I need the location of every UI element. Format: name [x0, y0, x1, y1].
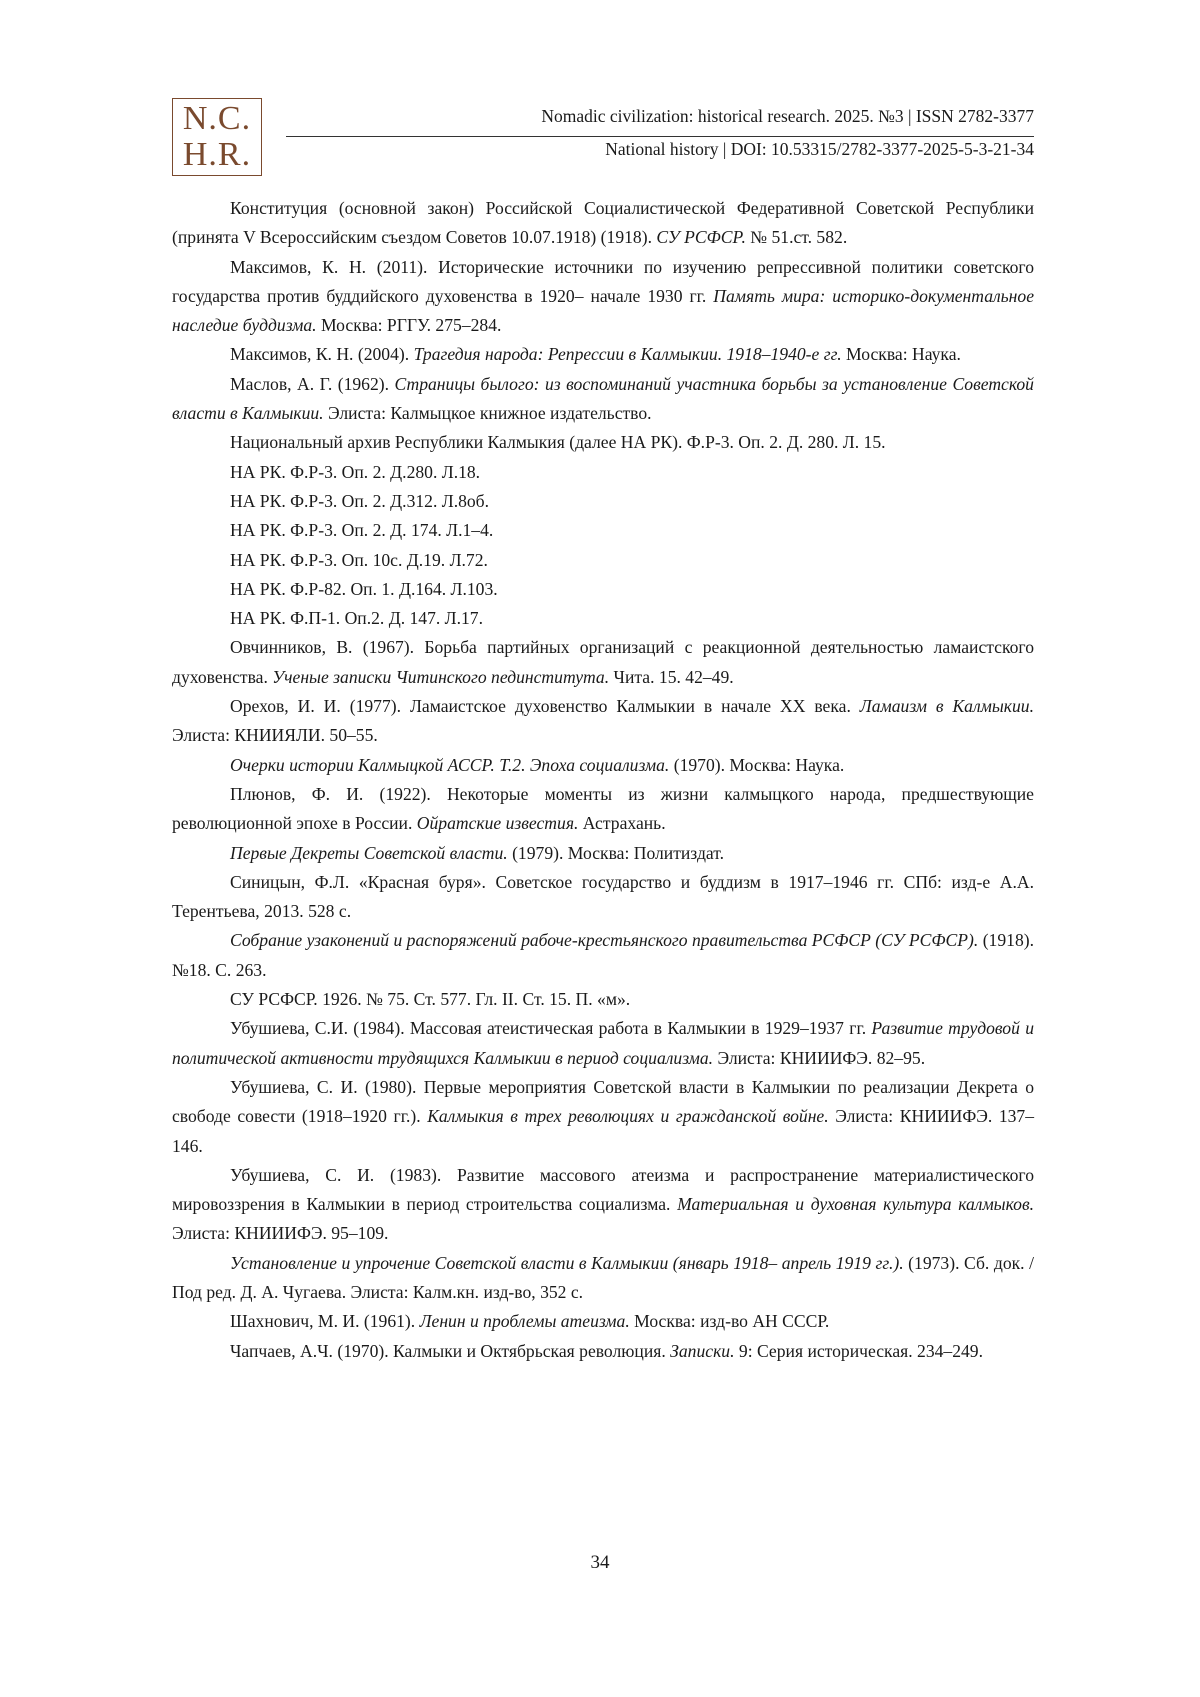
journal-logo	[172, 98, 262, 176]
reference-entry	[172, 1307, 1034, 1336]
reference-title: Собрание узаконений и распоряжений рабоче-крестьянского правительства РСФСР (СУ РСФСР).	[230, 930, 979, 951]
reference-entry	[172, 575, 1034, 604]
reference-entry	[172, 692, 1034, 751]
reference-text: Элиста: КНИИИФЭ. 95–109.	[172, 1223, 389, 1244]
reference-text: Астрахань.	[578, 813, 666, 834]
reference-text: Маслов, А. Г. (1962).	[230, 373, 395, 394]
reference-entry	[172, 546, 1034, 575]
reference-title: Трагедия народа: Репрессии в Калмыкии. 1918–1940-е гг.	[413, 344, 842, 365]
reference-text: Элиста: Калмыцкое книжное издательство.	[323, 403, 652, 424]
reference-title: СУ РСФСР.	[656, 227, 746, 248]
reference-entry	[172, 516, 1034, 545]
reference-entry	[172, 1014, 1034, 1073]
reference-title: Память мира: историко-документальное наследие буддизма.	[172, 285, 1034, 336]
reference-text: СУ РСФСР. 1926. № 75. Ст. 577. Гл. II. Ст. 15. П. «м».	[230, 989, 631, 1010]
reference-text: Элиста: КНИИЯЛИ. 50–55.	[172, 725, 378, 746]
reference-text: Москва: РГГУ. 275–284.	[316, 315, 502, 336]
reference-text: Шахнович, М. И. (1961).	[230, 1311, 420, 1332]
reference-text: НА РК. Ф.Р-3. Оп. 2. Д. 174. Л.1–4.	[230, 520, 494, 541]
reference-entry	[172, 868, 1034, 927]
reference-text: НА РК. Ф.Р-3. Оп. 2. Д.312. Л.8об.	[230, 490, 490, 511]
reference-entry	[172, 604, 1034, 633]
journal-info: Nomadic civilization: historical research. 2025. №3 | ISSN 2782-3377	[541, 106, 1034, 126]
reference-title: Развитие трудовой и политической активности трудящихся Калмыкии в период социализма.	[172, 1018, 1034, 1068]
reference-entry	[172, 1073, 1034, 1161]
reference-entry	[172, 370, 1034, 429]
reference-text: (1918). №18. С. 263.	[172, 930, 1034, 980]
reference-entry	[172, 1249, 1034, 1308]
reference-text: (1973). Сб. док. / Под ред. Д. А. Чугаева. Элиста: Калм.кн. изд-во, 352 с.	[172, 1252, 1035, 1302]
reference-text: Убушиева, С.И. (1984). Массовая атеистическая работа в Калмыкии в 1929–1937 гг.	[230, 1018, 872, 1039]
reference-entry	[172, 428, 1034, 457]
reference-title: Ленин и проблемы атеизма.	[419, 1311, 630, 1332]
reference-text: Овчинников, В. (1967). Борьба партийных организаций с реакционной деятельностью ламаистского духовенства.	[172, 637, 1034, 687]
reference-text: Москва: изд-во АН СССР.	[629, 1311, 830, 1332]
reference-text: (1970). Москва: Наука.	[669, 754, 845, 775]
reference-title: Установление и упрочение Советской власти в Калмыкии (январь 1918– апрель 1919 гг.).	[230, 1252, 904, 1273]
reference-text: Плюнов, Ф. И. (1922). Некоторые моменты из жизни калмыцкого народа, предшествующие революционной эпохе в России.	[172, 783, 1034, 834]
reference-entry	[172, 1337, 1034, 1366]
reference-text: Москва: Наука.	[841, 344, 961, 365]
reference-title: Калмыкия в трех революциях и гражданской войне.	[427, 1106, 829, 1127]
reference-text: Элиста: КНИИИФЭ. 82–95.	[713, 1047, 926, 1068]
reference-entry	[172, 751, 1034, 780]
reference-entry	[172, 253, 1034, 341]
reference-text: (1979). Москва: Политиздат.	[507, 842, 725, 863]
reference-entry	[172, 340, 1034, 369]
reference-title: Материальная и духовная культура калмыков.	[677, 1194, 1034, 1215]
header-divider	[286, 136, 1034, 137]
reference-entry	[172, 985, 1034, 1014]
reference-entry	[172, 839, 1034, 868]
reference-text: Национальный архив Республики Калмыкия (далее НА РК). Ф.Р-3. Оп. 2. Д. 280. Л. 15.	[230, 432, 886, 453]
reference-text: Конституция (основной закон) Российской Социалистической Федеративной Советской Республики (принята V Всероссийским съездом Советов 10.07.1918) (1918).	[172, 198, 1034, 248]
reference-entry	[172, 487, 1034, 516]
reference-text: Максимов, К. Н. (2004).	[230, 344, 414, 365]
reference-text: Чита. 15. 42–49.	[609, 666, 734, 687]
reference-title: Очерки истории Калмыцкой АССР. Т.2. Эпоха социализма.	[230, 754, 670, 775]
reference-text: Убушиева, С. И. (1983). Развитие массового атеизма и распространение материалистического мировоззрения в Калмыкии в период строительства социализма.	[172, 1164, 1034, 1215]
reference-text: Синицын, Ф.Л. «Красная буря». Советское государство и буддизм в 1917–1946 гг. СПб: изд-е А.А. Терентьева, 2013. 528 с.	[172, 871, 1034, 922]
reference-title: Первые Декреты Советской власти.	[230, 842, 508, 863]
reference-text: НА РК. Ф.Р-3. Оп. 2. Д.280. Л.18.	[230, 461, 481, 482]
reference-text: Убушиева, С. И. (1980). Первые мероприятия Советской власти в Калмыкии по реализации Декрета о свободе совести (1918–1920 гг.).	[172, 1076, 1034, 1127]
reference-text: Элиста: КНИИИФЭ. 137–146.	[172, 1106, 1035, 1156]
reference-text: Максимов, К. Н. (2011). Исторические источники по изучению репрессивной политики советского государства против буддийского духовенства в 1920– начале 1930 гг.	[172, 256, 1034, 306]
reference-text: НА РК. Ф.Р-3. Оп. 10с. Д.19. Л.72.	[230, 549, 488, 570]
reference-entry	[172, 458, 1034, 487]
reference-text: № 51.ст. 582.	[745, 227, 848, 248]
reference-entry	[172, 780, 1034, 839]
logo-line-1: N.C.	[182, 100, 252, 137]
section-doi: National history | DOI: 10.53315/2782-3377-2025-5-3-21-34	[605, 139, 1034, 159]
reference-entry	[172, 926, 1034, 985]
logo-line-2: H.R.	[182, 136, 252, 173]
reference-title: Ученые записки Читинского пединститута.	[272, 666, 610, 687]
reference-title: Ойратские известия.	[416, 813, 579, 834]
reference-title: Ламаизм в Калмыкии.	[859, 696, 1034, 717]
page-number: 34	[590, 1552, 610, 1573]
reference-title: Страницы былого: из воспоминаний участника борьбы за установление Советской власти в Калмыкии.	[172, 373, 1034, 424]
reference-title: Записки.	[670, 1340, 735, 1361]
reference-text: НА РК. Ф.Р-82. Оп. 1. Д.164. Л.103.	[230, 578, 498, 599]
reference-entry	[172, 633, 1034, 692]
reference-text: 9: Серия историческая. 234–249.	[734, 1340, 983, 1361]
reference-text: Орехов, И. И. (1977). Ламаистское духовенство Калмыкии в начале XX века.	[230, 696, 860, 717]
reference-text: НА РК. Ф.П-1. Оп.2. Д. 147. Л.17.	[230, 608, 484, 629]
reference-entry	[172, 194, 1034, 253]
reference-list	[172, 194, 1034, 1366]
reference-entry	[172, 1161, 1034, 1249]
reference-text: Чапчаев, А.Ч. (1970). Калмыки и Октябрьская революция.	[230, 1340, 671, 1361]
